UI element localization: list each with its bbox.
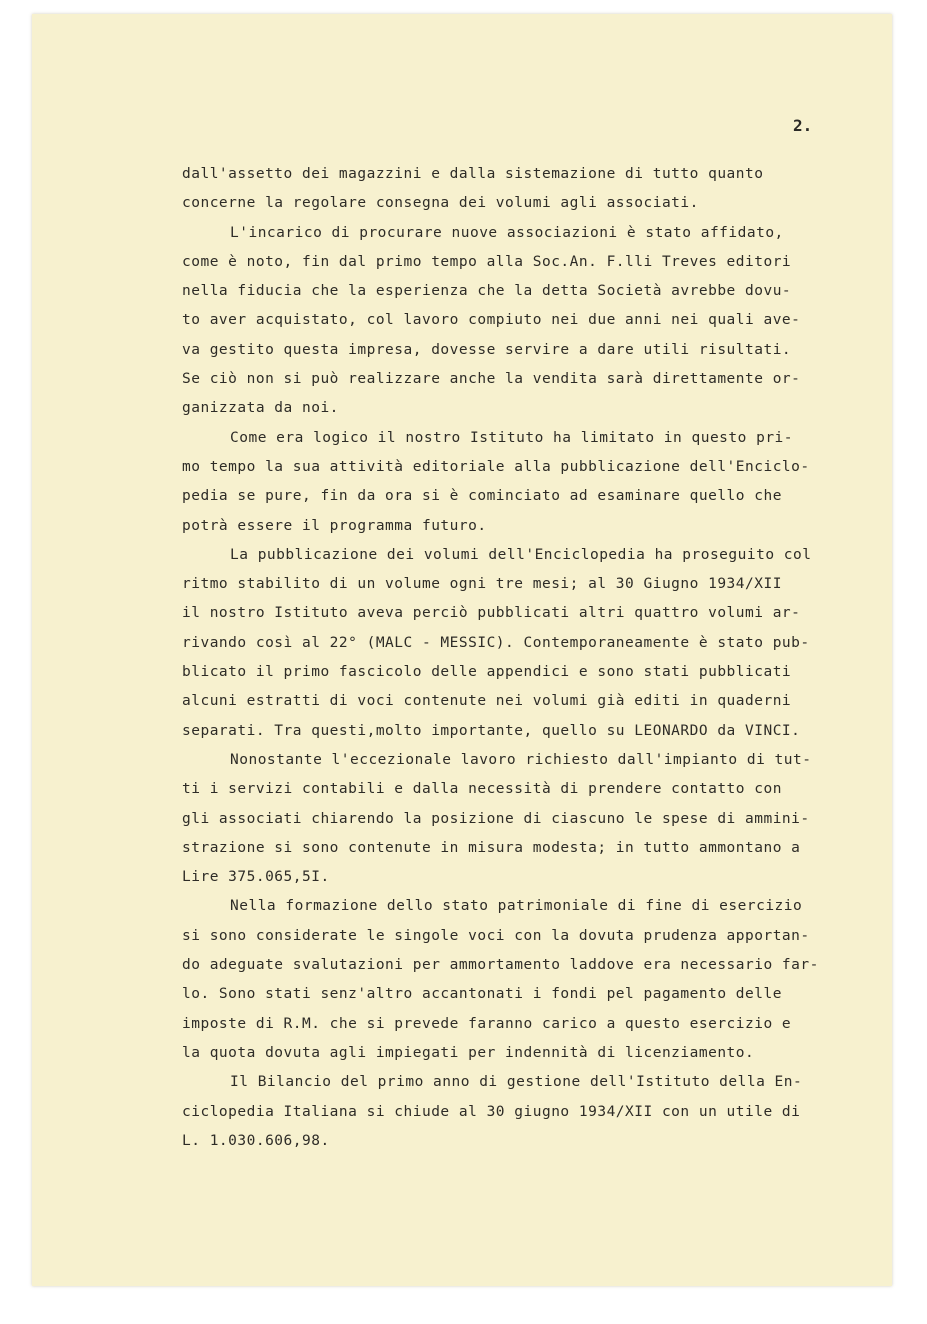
page-number: 2. — [793, 116, 813, 135]
text-line: mo tempo la sua attività editoriale alla pubblicazione dell'Enciclo- — [182, 458, 810, 475]
text-line: Lire 375.065,5I. — [182, 869, 330, 886]
text-line: dall'assetto dei magazzini e dalla sistemazione di tutto quanto — [182, 166, 764, 182]
text-line: ganizzata da noi. — [182, 400, 339, 417]
text-line: rivando così al 22° (MALC - MESSIC). Contemporaneamente è stato pub- — [182, 634, 810, 651]
text-line: come è noto, fin dal primo tempo alla Soc.An. F.lli Treves editori — [182, 253, 792, 270]
text-line: ciclopedia Italiana si chiude al 30 giugno 1934/XII con un utile di — [182, 1103, 801, 1120]
text-line: alcuni estratti di voci contenute nei volumi già editi in quaderni — [182, 693, 792, 710]
text-line: lo. Sono stati senz'altro accantonati i fondi pel pagamento delle — [182, 986, 782, 1003]
text-line: L'incarico di procurare nuove associazioni è stato affidato, — [230, 224, 784, 241]
text-line: il nostro Istituto aveva perciò pubblicati altri quattro volumi ar- — [182, 605, 801, 622]
text-line: Nella formazione dello stato patrimoniale di fine di esercizio — [230, 898, 803, 915]
text-line: ti i servizi contabili e dalla necessità di prendere contatto con — [182, 781, 782, 798]
text-line: concerne la regolare consegna dei volumi agli associati. — [182, 195, 699, 212]
text-line: si sono considerate le singole voci con la dovuta prudenza apportan- — [182, 927, 810, 944]
text-line: strazione si sono contenute in misura modesta; in tutto ammontano a — [182, 839, 801, 856]
text-line: Come era logico il nostro Istituto ha limitato in questo pri- — [230, 429, 794, 446]
text-line: la quota dovuta agli impiegati per indennità di licenziamento. — [182, 1044, 755, 1061]
text-line: pedia se pure, fin da ora si è cominciato ad esaminare quello che — [182, 488, 782, 505]
text-line: Se ciò non si può realizzare anche la vendita sarà direttamente or- — [182, 371, 801, 388]
document-body — [182, 160, 872, 1156]
text-line: to aver acquistato, col lavoro compiuto nei due anni nei quali ave- — [182, 312, 801, 329]
text-line: do adeguate svalutazioni per ammortamento laddove era necessario far- — [182, 957, 819, 974]
text-line: Nonostante l'eccezionale lavoro richiesto dall'impianto di tut- — [230, 751, 812, 768]
text-line: La pubblicazione dei volumi dell'Enciclopedia ha proseguito col — [230, 546, 812, 563]
text-line: separati. Tra questi,molto importante, quello su LEONARDO da VINCI. — [182, 722, 801, 739]
text-line: blicato il primo fascicolo delle appendici e sono stati pubblicati — [182, 664, 792, 681]
text-line: L. 1.030.606,98. — [182, 1132, 330, 1149]
text-line: va gestito questa impresa, dovesse servire a dare utili risultati. — [182, 341, 792, 358]
text-line: gli associati chiarendo la posizione di ciascuno le spese di ammini- — [182, 810, 810, 827]
text-line: Il Bilancio del primo anno di gestione dell'Istituto della En- — [230, 1074, 803, 1091]
text-line: imposte di R.M. che si prevede faranno carico a questo esercizio e — [182, 1015, 792, 1032]
text-line: ritmo stabilito di un volume ogni tre mesi; al 30 Giugno 1934/XII — [182, 576, 782, 593]
text-line: nella fiducia che la esperienza che la detta Società avrebbe dovu- — [182, 283, 792, 300]
text-line: potrà essere il programma futuro. — [182, 517, 487, 534]
